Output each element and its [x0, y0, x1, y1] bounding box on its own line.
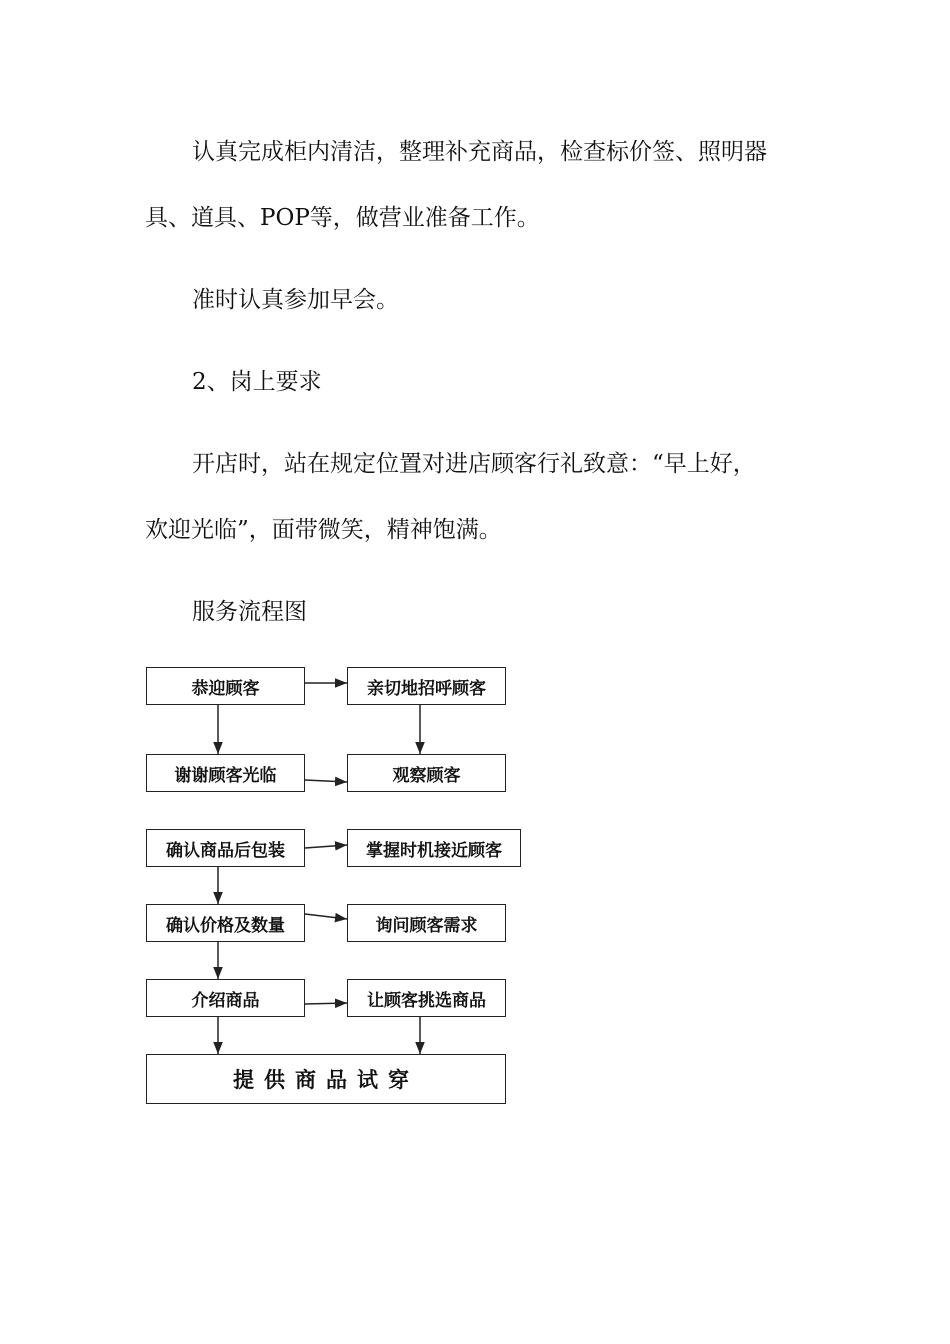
paragraph-morning-meeting: 准时认真参加早会。	[192, 287, 399, 313]
flow-box-confirm-price: 确认价格及数量	[146, 904, 305, 942]
flow-box-ask-needs: 询问顾客需求	[347, 904, 506, 942]
section-heading-on-duty: 2、岗上要求	[192, 369, 322, 395]
flow-box-greet-customer: 亲切地招呼顾客	[347, 667, 506, 705]
paragraph-greeting-line2: 欢迎光临”，面带微笑，精神饱满。	[145, 517, 502, 543]
flow-box-introduce-product: 介绍商品	[146, 979, 305, 1017]
flow-box-observe-customer: 观察顾客	[347, 754, 506, 792]
arrow-right-4	[305, 914, 347, 919]
arrow-right-5	[305, 1003, 347, 1004]
flowchart-caption: 服务流程图	[192, 599, 307, 625]
flow-box-let-choose: 让顾客挑选商品	[347, 979, 506, 1017]
flow-box-thank-customer: 谢谢顾客光临	[146, 754, 305, 792]
flow-box-welcome: 恭迎顾客	[146, 667, 305, 705]
flow-box-approach-customer: 掌握时机接近顾客	[347, 829, 521, 867]
paragraph-prep-line2: 具、道具、POP等，做营业准备工作。	[145, 205, 540, 231]
flow-box-confirm-package: 确认商品后包装	[146, 829, 305, 867]
paragraph-greeting-line1: 开店时，站在规定位置对进店顾客行礼致意：“早上好，	[192, 451, 756, 477]
arrow-right-3	[305, 845, 347, 848]
arrow-right-2	[305, 780, 347, 782]
flow-box-try-on: 提供商品试穿	[146, 1054, 506, 1104]
paragraph-prep-line1: 认真完成柜内清洁，整理补充商品，检查标价签、照明器	[192, 139, 767, 165]
